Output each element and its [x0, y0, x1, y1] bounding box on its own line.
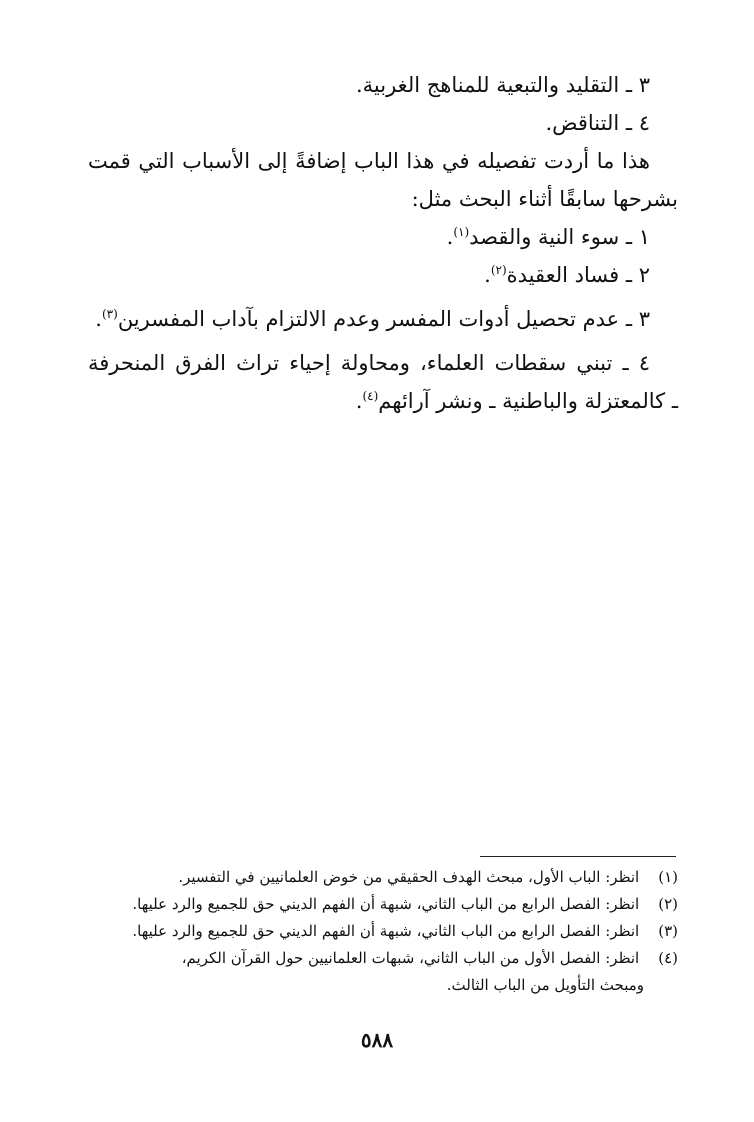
list-item-4: ٤ ـ التناقض.	[545, 111, 650, 135]
reason-item-1-text: ١ ـ سوء النية والقصد	[469, 225, 650, 249]
footnote-text: انظر: الفصل الرابع من الباب الثاني، شبهة أن الفهم الديني حق للجميع والرد عليها.	[132, 895, 640, 913]
footnotes	[132, 864, 678, 999]
paragraph-line-2: بشرحها سابقًا أثناء البحث مثل:	[411, 187, 678, 211]
footnote-4	[150, 945, 678, 972]
reason-item-1	[88, 218, 678, 256]
reason-item-4-period: .	[355, 389, 363, 413]
reason-item-2	[88, 256, 678, 294]
reason-item-3-period: .	[95, 307, 102, 331]
reason-item-4-text: ـ كالمعتزلة والباطنية ـ ونشر آرائهم	[378, 389, 678, 413]
reason-item-2-text: ٢ ـ فساد العقيدة	[506, 263, 650, 287]
footnote-number: (٤)	[658, 949, 678, 967]
footnote-ref-4: (٤)	[362, 389, 379, 403]
reason-item-1-period: .	[446, 225, 454, 249]
reason-item-3-text: ٣ ـ عدم تحصيل أدوات المفسر وعدم الالتزام بآداب المفسرين	[117, 307, 650, 331]
footnote-2	[132, 891, 678, 918]
footnote-text: انظر: الباب الأول، مبحث الهدف الحقيقي من خوض العلمانيين في التفسير.	[178, 868, 640, 886]
footnote-number: (٣)	[658, 922, 678, 940]
footnote-1	[150, 864, 678, 891]
footnote-number: (٢)	[658, 895, 678, 913]
footnote-text: انظر: الفصل الأول من الباب الثاني، شبهات العلمانيين حول القرآن الكريم،	[181, 949, 640, 967]
footnote-4-continuation: ومبحث التأويل من الباب الثالث.	[446, 976, 644, 994]
main-text	[88, 66, 678, 420]
reason-item-3	[88, 300, 678, 338]
footnote-ref-1: (١)	[453, 225, 470, 239]
footnote-number: (١)	[658, 868, 678, 886]
reason-item-4-line-2	[88, 382, 678, 420]
footnote-text: انظر: الفصل الرابع من الباب الثاني، شبهة أن الفهم الديني حق للجميع والرد عليها.	[132, 922, 640, 940]
footnote-ref-3: (٣)	[101, 307, 118, 321]
footnote-3	[132, 918, 678, 945]
list-item-3: ٣ ـ التقليد والتبعية للمناهج الغربية.	[355, 73, 650, 97]
reason-item-2-period: .	[484, 263, 491, 287]
footnote-ref-2: (٢)	[490, 263, 507, 277]
reason-item-4-line-1: ٤ ـ تبني سقطات العلماء، ومحاولة إحياء تراث الفرق المنحرفة	[88, 351, 650, 375]
footnote-divider	[480, 856, 676, 857]
paragraph-line-1: هذا ما أردت تفصيله في هذا الباب إضافةً إلى الأسباب التي قمت	[88, 149, 650, 173]
page-number: ٥٨٨	[360, 1028, 394, 1052]
